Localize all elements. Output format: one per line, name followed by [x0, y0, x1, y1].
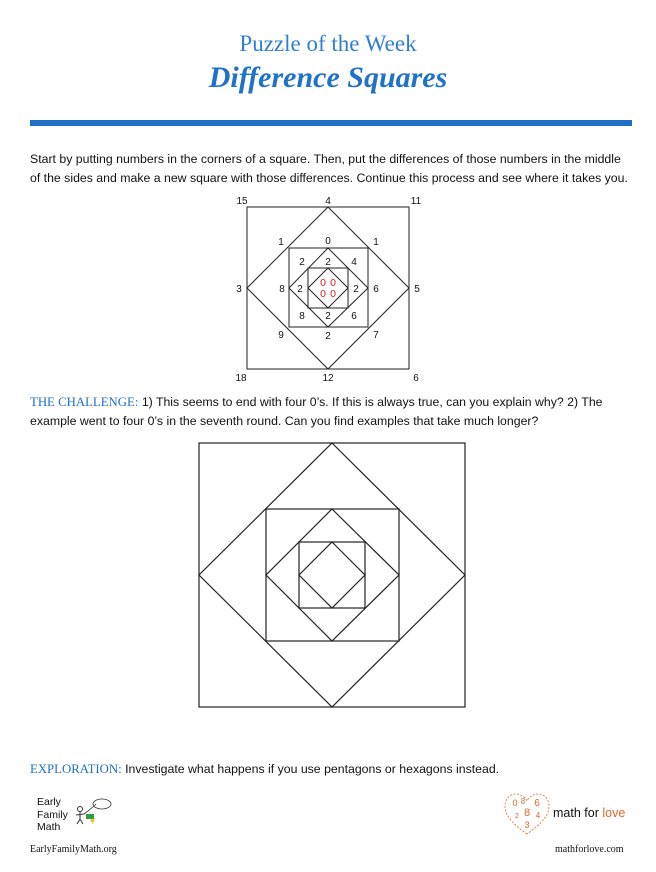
exploration-paragraph — [30, 760, 630, 779]
ex-r4-left: 8 — [279, 284, 285, 295]
math-for-love-logo — [503, 792, 633, 838]
ex-r3-bottom-left: 9 — [278, 330, 284, 341]
ex-r6-left: 2 — [297, 284, 303, 295]
ex-r7-top-left: 0 — [320, 277, 326, 289]
blank-square-round4 — [266, 509, 399, 641]
early-family-math-url[interactable]: EarlyFamilyMath.org — [30, 844, 117, 855]
ex-r1-top-left: 15 — [236, 196, 248, 207]
ex-r5-bottom-right: 6 — [351, 311, 357, 322]
blank-square-round5 — [299, 542, 365, 608]
ex-r7-top-right: 0 — [330, 277, 336, 289]
svg-text:8: 8 — [520, 797, 526, 806]
svg-text:6: 6 — [534, 798, 540, 809]
example-square-round1 — [247, 207, 409, 369]
example-square-round6 — [308, 268, 348, 308]
exploration-text: Investigate what happens if you use pentagons or hexagons instead. — [121, 762, 500, 776]
blank-square-round3 — [266, 509, 399, 641]
ex-r1-bottom-left: 18 — [235, 373, 247, 383]
ex-r5-top-right: 4 — [351, 257, 357, 268]
ex-r3-top-left: 1 — [278, 237, 284, 248]
ex-r2-top: 4 — [325, 196, 331, 207]
intro-paragraph: Start by putting numbers in the corners of a square. Then, put the differences of those numbers in the middle of the sides and make a new square with those differences. Continue this process and see where it takes you. — [30, 152, 628, 185]
ex-r6-top: 2 — [325, 257, 331, 268]
ex-r6-right: 2 — [353, 284, 359, 295]
example-square-round2 — [247, 207, 409, 369]
ex-r2-left: 3 — [236, 284, 242, 295]
page-header — [0, 30, 656, 96]
blank-square-round6 — [299, 542, 365, 608]
ex-r3-top-right: 1 — [373, 237, 379, 248]
challenge-label: THE CHALLENGE: — [30, 395, 139, 409]
ex-r4-bottom: 2 — [325, 331, 331, 342]
challenge-paragraph — [30, 393, 630, 431]
ex-r1-top-right: 11 — [410, 196, 422, 207]
ex-r2-bottom: 12 — [322, 373, 334, 383]
blank-worksheet-diagram — [198, 442, 466, 708]
page-kicker: Puzzle of the Week — [239, 31, 417, 56]
svg-text:8: 8 — [523, 807, 531, 819]
ex-r5-bottom-left: 8 — [299, 311, 305, 322]
ex-r4-top: 0 — [325, 236, 331, 247]
header-divider — [30, 120, 632, 126]
example-square-round5 — [308, 268, 348, 308]
blank-diagram-svg — [198, 442, 466, 708]
math-for-love-url[interactable]: mathforlove.com — [555, 844, 624, 855]
ex-r7-bottom-right: 0 — [330, 288, 336, 300]
page-title: Difference Squares — [208, 61, 448, 94]
blank-square-round2 — [199, 443, 465, 707]
ex-r3-bottom-right: 7 — [373, 330, 379, 341]
challenge-text: 1) This seems to end with four 0’s. If this is always true, can you explain why? 2) The example went to four 0’s in the seventh round. Can you find examples that take much longer? — [30, 395, 603, 428]
ex-r6-bottom: 2 — [325, 311, 331, 322]
number-heart-icon — [503, 792, 551, 838]
blank-square-round1 — [199, 443, 465, 707]
svg-text:2: 2 — [515, 813, 519, 820]
ex-r2-right: 5 — [414, 284, 420, 295]
ex-r5-top-left: 2 — [299, 257, 305, 268]
ex-r4-right: 6 — [373, 284, 379, 295]
example-diagram — [232, 193, 424, 383]
svg-text:0: 0 — [512, 798, 518, 808]
ex-r1-bottom-right: 6 — [413, 373, 419, 383]
exploration-label: EXPLORATION: — [30, 762, 122, 776]
early-family-math-logo — [30, 796, 120, 840]
early-family-math-wordmark: Early Family Math — [37, 796, 68, 833]
example-diagram-svg — [232, 193, 424, 383]
math-for-love-wordmark: math for love — [553, 806, 626, 820]
ex-r7-bottom-left: 0 — [320, 288, 326, 300]
svg-text:3: 3 — [524, 820, 530, 830]
svg-text:4: 4 — [535, 811, 541, 820]
kid-with-kite-icon — [30, 796, 120, 840]
